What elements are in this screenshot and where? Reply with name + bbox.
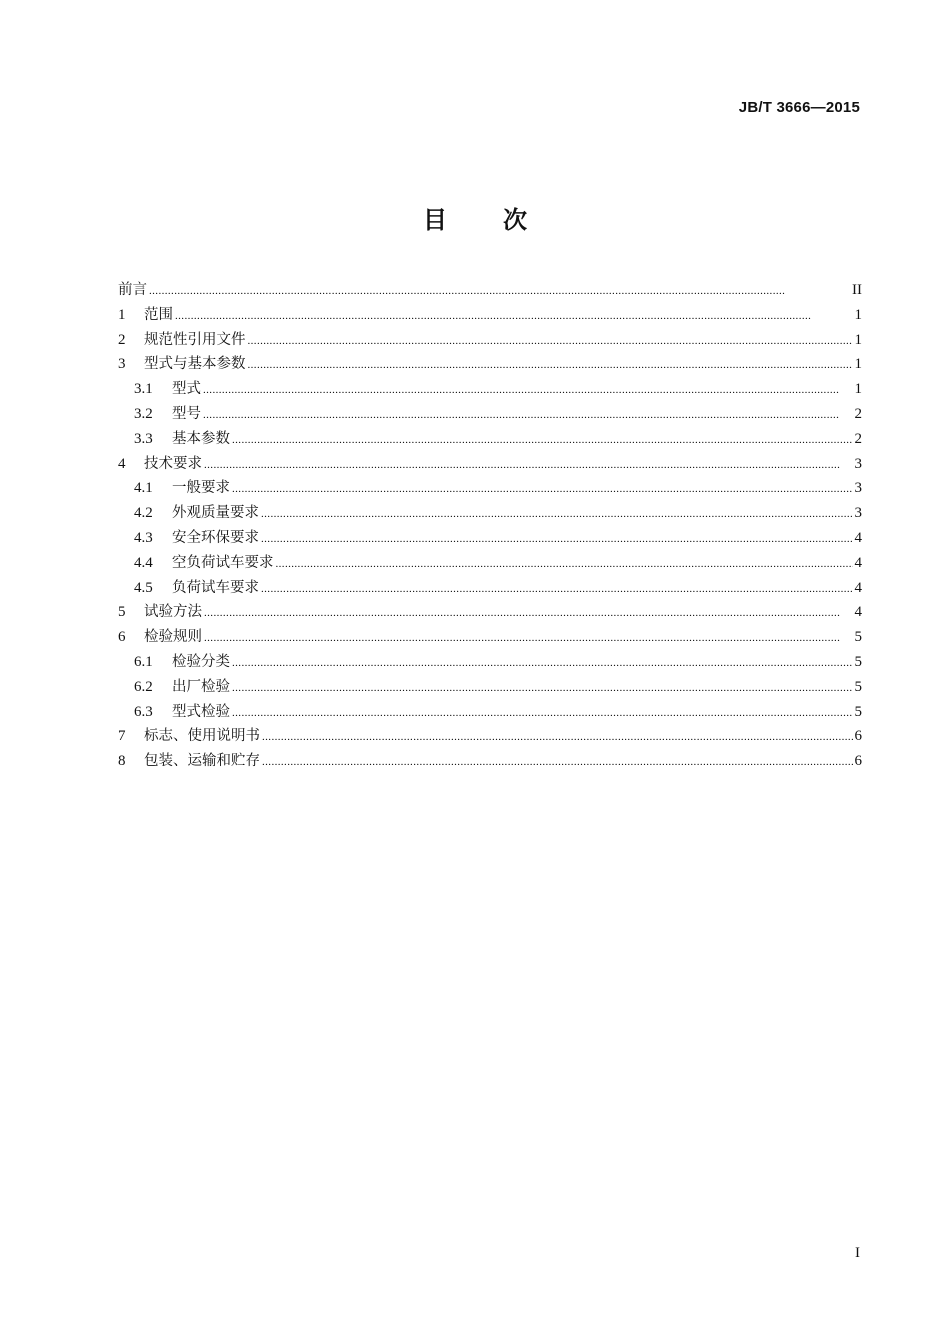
toc-dot-leader bbox=[149, 285, 850, 297]
standard-code: JB/T 3666—2015 bbox=[738, 99, 860, 116]
toc-dot-leader bbox=[248, 359, 853, 371]
title-char-2: 次 bbox=[503, 206, 527, 234]
toc-entry-page: 1 bbox=[854, 331, 862, 348]
toc-entry-title: 检验规则 bbox=[144, 629, 202, 646]
toc-dot-leader bbox=[262, 756, 853, 768]
toc-entry-title: 型式 bbox=[172, 381, 201, 398]
toc-entry-title: 空负荷试车要求 bbox=[172, 554, 274, 571]
toc-dot-leader bbox=[232, 434, 853, 446]
toc-entry[interactable] bbox=[118, 551, 862, 576]
toc-entry-page: 4 bbox=[854, 554, 862, 571]
toc-dot-leader bbox=[204, 607, 853, 619]
toc-entry-number: 4.2 bbox=[134, 505, 153, 522]
toc-entry-page: II bbox=[852, 282, 862, 298]
toc-dot-leader bbox=[262, 731, 853, 743]
toc-dot-leader bbox=[276, 558, 853, 570]
toc-dot-leader bbox=[204, 632, 853, 644]
toc-entry[interactable] bbox=[118, 526, 862, 551]
toc-entry-number: 6.2 bbox=[134, 678, 153, 695]
toc-entry[interactable] bbox=[118, 303, 862, 328]
toc-entry-number: 3 bbox=[118, 356, 126, 373]
toc-entry[interactable] bbox=[118, 675, 862, 700]
toc-entry-title: 外观质量要求 bbox=[172, 505, 259, 522]
toc-dot-leader bbox=[232, 682, 853, 694]
toc-entry-number: 4.3 bbox=[134, 529, 153, 546]
toc-entry-title: 检验分类 bbox=[172, 653, 230, 670]
toc-entry-page: 4 bbox=[854, 579, 862, 596]
toc-entry[interactable] bbox=[118, 576, 862, 601]
toc-entry-page: 6 bbox=[854, 728, 862, 745]
toc-entry-page: 3 bbox=[854, 480, 862, 497]
toc-entry-page: 2 bbox=[854, 405, 862, 422]
toc-entry-page: 5 bbox=[854, 653, 862, 670]
toc-entry[interactable] bbox=[118, 749, 862, 774]
toc-entry-number: 5 bbox=[118, 604, 126, 621]
toc-entry-number: 7 bbox=[118, 728, 126, 745]
toc-entry-number: 2 bbox=[118, 331, 126, 348]
table-of-contents bbox=[118, 278, 862, 774]
toc-entry-page: 5 bbox=[854, 678, 862, 695]
toc-entry-title: 基本参数 bbox=[172, 430, 230, 447]
toc-entry-title: 试验方法 bbox=[144, 604, 202, 621]
toc-entry-number: 3.2 bbox=[134, 405, 153, 422]
toc-entry[interactable] bbox=[118, 600, 862, 625]
toc-entry-page: 5 bbox=[854, 629, 862, 646]
toc-entry[interactable] bbox=[118, 700, 862, 725]
toc-entry-number: 6.1 bbox=[134, 653, 153, 670]
toc-entry-title: 包装、运输和贮存 bbox=[144, 753, 260, 770]
toc-entry-page: 5 bbox=[854, 703, 862, 720]
toc-entry-page: 3 bbox=[854, 455, 862, 472]
toc-entry-number: 3.1 bbox=[134, 381, 153, 398]
toc-dot-leader bbox=[175, 310, 853, 322]
toc-dot-leader bbox=[261, 533, 853, 545]
toc-entry-page: 1 bbox=[854, 306, 862, 323]
toc-entry-number: 4.5 bbox=[134, 579, 153, 596]
toc-entry-title: 规范性引用文件 bbox=[144, 331, 246, 348]
toc-entry[interactable] bbox=[118, 452, 862, 477]
toc-dot-leader bbox=[232, 483, 853, 495]
toc-entry-page: 2 bbox=[854, 430, 862, 447]
toc-entry[interactable] bbox=[118, 328, 862, 353]
toc-dot-leader bbox=[248, 335, 853, 347]
toc-dot-leader bbox=[203, 409, 853, 421]
title-char-1: 目 bbox=[423, 206, 447, 234]
toc-dot-leader bbox=[204, 459, 853, 471]
toc-entry-title: 前言 bbox=[118, 282, 147, 298]
toc-entry-number: 4.4 bbox=[134, 554, 153, 571]
toc-entry-page: 4 bbox=[854, 529, 862, 546]
toc-entry-page: 6 bbox=[854, 753, 862, 770]
toc-entry[interactable] bbox=[118, 377, 862, 402]
toc-entry-title: 型式检验 bbox=[172, 703, 230, 720]
toc-dot-leader bbox=[232, 707, 853, 719]
page-number: I bbox=[855, 1245, 860, 1261]
toc-entry-number: 4 bbox=[118, 455, 126, 472]
toc-entry[interactable] bbox=[118, 650, 862, 675]
toc-entry[interactable] bbox=[118, 501, 862, 526]
toc-entry-page: 3 bbox=[854, 505, 862, 522]
toc-entry[interactable] bbox=[118, 724, 862, 749]
toc-entry-title: 安全环保要求 bbox=[172, 529, 259, 546]
toc-entry[interactable] bbox=[118, 278, 862, 303]
toc-dot-leader bbox=[203, 384, 853, 396]
toc-entry-number: 3.3 bbox=[134, 430, 153, 447]
toc-entry[interactable] bbox=[118, 625, 862, 650]
toc-entry-title: 型号 bbox=[172, 405, 201, 422]
toc-entry[interactable] bbox=[118, 352, 862, 377]
page-title bbox=[0, 200, 950, 235]
toc-entry[interactable] bbox=[118, 427, 862, 452]
toc-entry-title: 一般要求 bbox=[172, 480, 230, 497]
toc-entry-page: 4 bbox=[854, 604, 862, 621]
toc-dot-leader bbox=[261, 508, 853, 520]
toc-entry-title: 出厂检验 bbox=[172, 678, 230, 695]
toc-entry-page: 1 bbox=[854, 381, 862, 398]
toc-dot-leader bbox=[232, 657, 853, 669]
toc-entry-number: 6.3 bbox=[134, 703, 153, 720]
toc-entry-number: 1 bbox=[118, 306, 126, 323]
toc-entry-title: 型式与基本参数 bbox=[144, 356, 246, 373]
toc-entry-page: 1 bbox=[854, 356, 862, 373]
toc-dot-leader bbox=[261, 583, 853, 595]
toc-entry-number: 4.1 bbox=[134, 480, 153, 497]
toc-entry[interactable] bbox=[118, 476, 862, 501]
toc-entry-number: 6 bbox=[118, 629, 126, 646]
toc-entry-title: 范围 bbox=[144, 306, 173, 323]
toc-entry-title: 技术要求 bbox=[144, 455, 202, 472]
toc-entry[interactable] bbox=[118, 402, 862, 427]
toc-entry-number: 8 bbox=[118, 753, 126, 770]
toc-entry-title: 负荷试车要求 bbox=[172, 579, 259, 596]
toc-entry-title: 标志、使用说明书 bbox=[144, 728, 260, 745]
